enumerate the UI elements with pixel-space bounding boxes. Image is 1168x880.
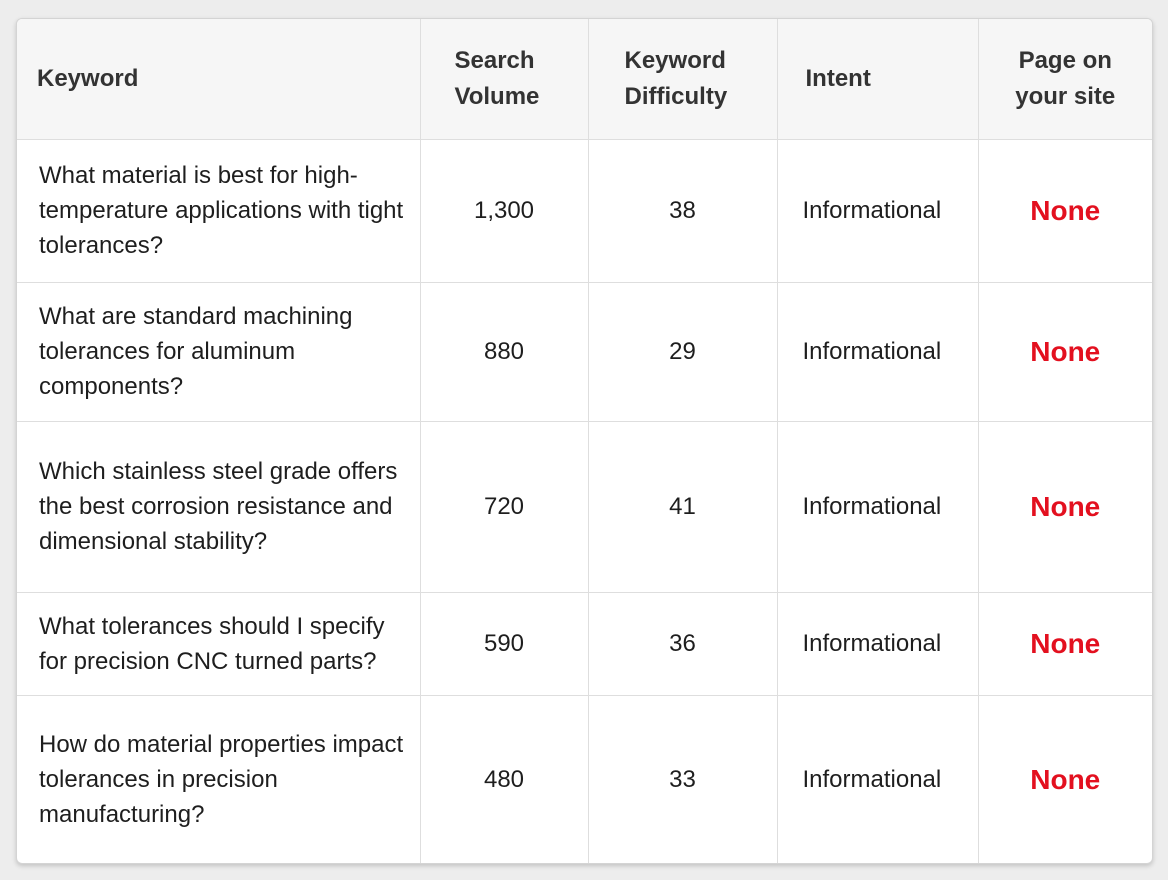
header-keyword-label: Keyword: [37, 64, 139, 92]
keyword-table: [17, 19, 1152, 863]
header-search-volume-line2: Volume: [454, 82, 540, 110]
search-volume-cell: 880: [420, 282, 588, 421]
header-page-line2: your site: [1015, 82, 1116, 110]
header-keyword-difficulty-line1: Keyword: [624, 46, 726, 74]
search-volume-cell: 1,300: [420, 139, 588, 282]
search-volume-cell: 480: [420, 695, 588, 863]
keyword-difficulty-cell: 41: [588, 421, 777, 592]
page-status-cell: None: [978, 592, 1152, 695]
page-status-cell: None: [1030, 763, 1101, 795]
header-search-volume-line1: Search: [454, 46, 535, 74]
keyword-cell: What tolerances should I specify for precision CNC turned parts?: [17, 592, 420, 695]
table-row: [17, 282, 1152, 421]
keyword-difficulty-cell: 29: [588, 282, 777, 421]
search-volume-cell: 720: [420, 421, 588, 592]
header-keyword-difficulty-line2: Difficulty: [624, 82, 728, 110]
page-status-cell: None: [978, 421, 1152, 592]
table-row: [17, 592, 1152, 695]
keyword-table-card: [16, 18, 1153, 864]
intent-cell: Informational: [777, 282, 978, 421]
header-search-volume: [420, 19, 588, 139]
table-row: [17, 421, 1152, 592]
table-body: [17, 139, 1152, 863]
keyword-difficulty-cell: 36: [588, 592, 777, 695]
header-keyword: [17, 19, 420, 139]
table-row: [17, 139, 1152, 282]
keyword-difficulty-cell: 38: [588, 139, 777, 282]
keyword-cell: What are standard machining tolerances for aluminum components?: [17, 282, 420, 421]
header-intent: [777, 19, 978, 139]
page-status-cell: None: [978, 282, 1152, 421]
header-page-on-site: [978, 19, 1152, 139]
header-row: [17, 19, 1152, 139]
intent-cell: Informational: [777, 421, 978, 592]
search-volume-cell: 590: [420, 592, 588, 695]
keyword-difficulty-cell: 33: [588, 695, 777, 863]
keyword-cell: What material is best for high-temperature applications with tight tolerances?: [17, 139, 420, 282]
header-keyword-difficulty: [588, 19, 777, 139]
intent-cell: Informational: [777, 695, 978, 863]
table-header: [17, 19, 1152, 139]
intent-cell: Informational: [777, 139, 978, 282]
table-row: [17, 695, 1152, 863]
keyword-cell: How do material properties impact tolerances in precision manufacturing?: [17, 695, 420, 863]
intent-cell: Informational: [777, 592, 978, 695]
keyword-cell: Which stainless steel grade offers the best corrosion resistance and dimensional stability?: [17, 421, 420, 592]
page-status-cell: None: [978, 139, 1152, 282]
header-page-line1: Page on: [1018, 46, 1112, 74]
header-intent-label: Intent: [805, 64, 871, 92]
